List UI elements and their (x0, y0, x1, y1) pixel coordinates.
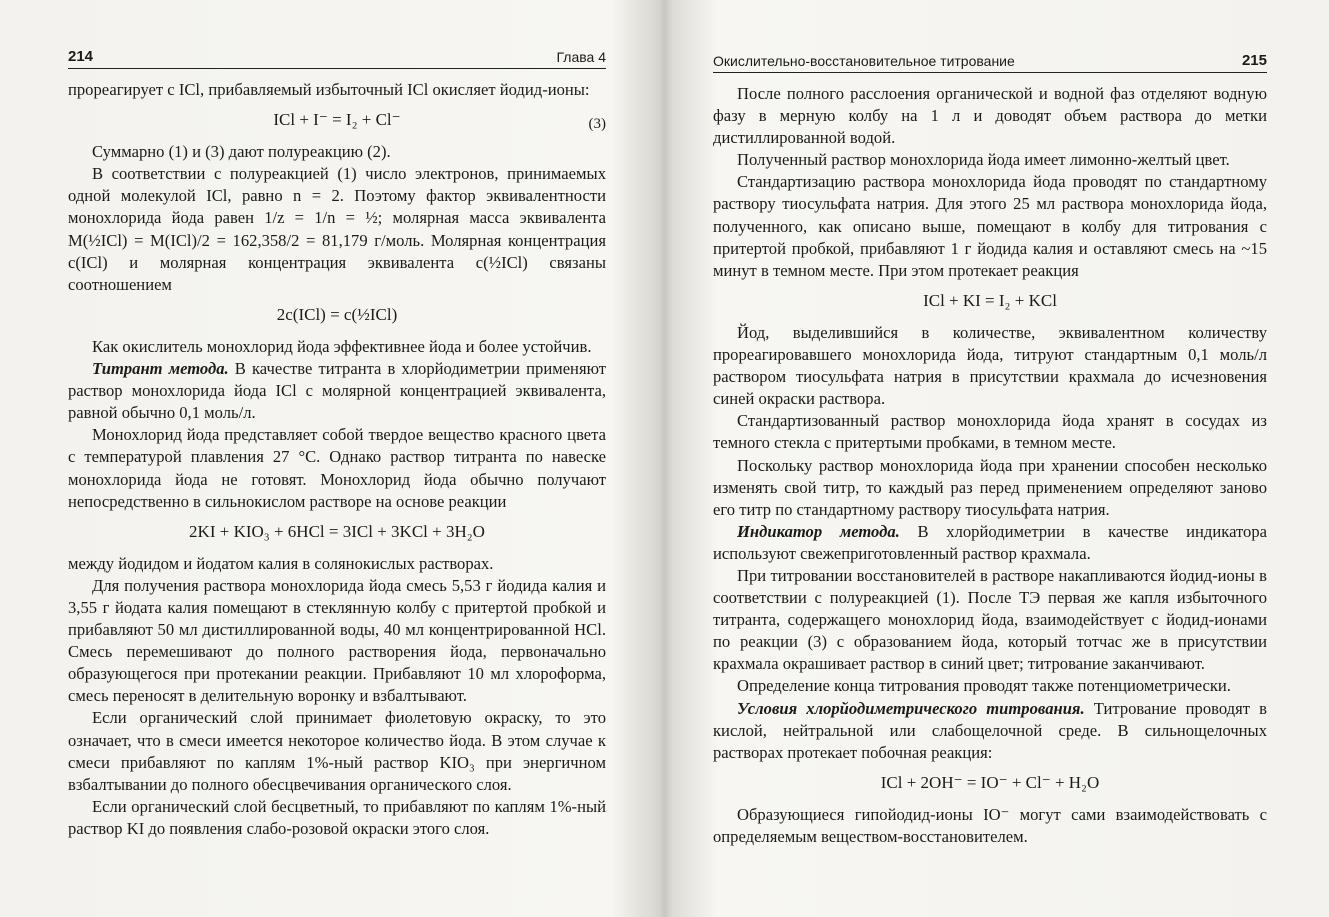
formula-synthesis: 2KI + KIO₃ + 6HCl = 3ICl + 3KCl + 3H₂O (189, 521, 485, 541)
formula-concentration: 2c(ICl) = c(½ICl) (276, 304, 398, 324)
paragraph-text: В хлорйодиметрии в качестве индикатора используют свежеприготовленный раствор крахмала. (713, 521, 1267, 563)
paragraph: В соответствии с полуреакцией (1) число электронов, принимаемых одной молекулой ICl, равно n = 2. Поэтому фактор эквивалентности монохлорида йода равен 1/z = 1/n = ½; молярная масса эквивалента M(½ICl) = M(ICl)/2 = 162,358/2 = 81,179 г/моль. Молярная концентрация c(ICl) и молярная концентрация эквивалента c(½ICl) связаны соотношением (68, 164, 606, 294)
paragraph-titrant (68, 358, 606, 424)
paragraph: Полученный раствор монохлорида йода имеет лимонно-желтый цвет. (737, 150, 1230, 170)
term-titrant: Титрант метода. (92, 359, 229, 379)
term-conditions: Условия хлорйодиметрического титрования. (737, 698, 1085, 718)
formula-standardization: ICl + KI = I₂ + KCl (923, 290, 1057, 310)
section-title: Окислительно-восстановительное титрование (713, 53, 1015, 69)
left-text-body (68, 79, 606, 840)
left-running-header (68, 48, 606, 69)
paragraph: Йод, выделившийся в количестве, эквивалентном количеству прореагировавшего монохлорида йода, титруют стандартным 0,1 моль/л раствором тиосульфата натрия в присутствии крахмала до исчезновения синей окраски раствора. (713, 322, 1267, 409)
paragraph: прореагирует с ICl, прибавляемый избыточный ICl окисляет йодид-ионы: (68, 80, 590, 99)
right-text-body (713, 83, 1267, 848)
paragraph-conditions (713, 698, 1267, 764)
paragraph: Стандартизацию раствора монохлорида йода проводят по стандартному раствору тиосульфата натрия. Для этого 25 мл раствора монохлорида йода, полученного, как описано выше, помещают в колбу для титрования с притертой пробкой, прибавляют 1 г йодида калия и оставляют смесь на ~15 минут в темном месте. При этом протекает реакция (713, 172, 1267, 280)
paragraph: Как окислитель монохлорид йода эффективнее йода и более устойчив. (92, 336, 592, 356)
paragraph: Образующиеся гипойодид-ионы IO⁻ могут сами взаимодействовать с определяемым веществом-восстановителем. (713, 804, 1267, 846)
paragraph-text: В качестве титранта в хлорйодиметрии применяют раствор монохлорида йода ICl с молярной концентрацией эквивалента, равной обычно 0,1 моль/л. (68, 359, 607, 423)
right-page (665, 0, 1329, 917)
paragraph: Стандартизованный раствор монохлорида йода хранят в сосудах из темного стекла с притертыми пробками, в темном месте. (713, 411, 1267, 453)
right-page-number: 215 (1241, 52, 1267, 69)
left-page-number: 214 (68, 48, 94, 65)
formula-reaction-3 (68, 109, 606, 131)
term-indicator: Индикатор метода. (737, 521, 900, 541)
paragraph: Если органический слой принимает фиолетовую окраску, то это означает, что в смеси имеется некоторое количество йода. В этом случае к смеси прибавляют по каплям 1%-ный раствор KIO₃ при энергичном взбалтывании до полного обесцвечивания органического слоя. (68, 708, 606, 794)
paragraph-text: Титрование проводят в кислой, нейтральной или слабощелочной среде. В сильнощелочных растворах протекает побочная реакция: (713, 698, 1267, 762)
left-page (0, 0, 664, 917)
paragraph: После полного расслоения органической и водной фаз отделяют водную фазу в мерную колбу на 1 л и доводят объем раствора до метки дистиллированной водой. (713, 84, 1267, 148)
paragraph: Монохлорид йода представляет собой твердое вещество красного цвета с температурой плавления 27 °С. Однако раствор титранта по навеске монохлорида йода не готовят. Монохлорид йода обычно получают непосредственно в сильнокислом растворе на основе реакции (68, 425, 606, 511)
paragraph: Для получения раствора монохлорида йода смесь 5,53 г йодида калия и 3,55 г йодата калия помещают в стеклянную колбу с притертой пробкой и прибавляют 50 мл дистиллированной воды, 40 мл концентрированной HCl. Смесь перемешивают до полного растворения йода, первоначально образующегося при протекании реакции. Прибавляют 10 мл хлороформа, смесь переносят в делительную воронку и взбалтывают. (68, 575, 606, 706)
paragraph: Если органический слой бесцветный, то прибавляют по каплям 1%-ный раствор KI до появления слабо-розовой окраски этого слоя. (68, 796, 606, 838)
paragraph: Суммарно (1) и (3) дают полуреакцию (2). (92, 142, 391, 162)
equation-number: (3) (588, 116, 606, 133)
right-running-header (713, 52, 1267, 73)
paragraph: Определение конца титрования проводят также потенциометрически. (737, 676, 1231, 696)
paragraph: между йодидом и йодатом калия в солянокислых растворах. (68, 553, 494, 573)
formula-side-reaction: ICl + 2OH⁻ = IO⁻ + Cl⁻ + H₂O (880, 772, 1100, 792)
paragraph-indicator (713, 521, 1267, 565)
paragraph: Поскольку раствор монохлорида йода при хранении способен несколько изменять свой титр, то каждый раз перед применением определяют заново его титр по стандартному раствору тиосульфата натрия. (713, 455, 1267, 519)
chapter-title: Глава 4 (556, 49, 606, 65)
paragraph: При титровании восстановителей в растворе накапливаются йодид-ионы в соответствии с полуреакцией (1). После ТЭ первая же капля избыточного титранта, содержащего монохлорид йода, взаимодействует с йодид-ионами по реакции (3) с образованием йода, который тотчас же в присутствии крахмала окрашивает раствор в синий цвет; титрование заканчивают. (713, 565, 1267, 674)
formula-text: ICl + I⁻ = I₂ + Cl⁻ (273, 110, 401, 130)
